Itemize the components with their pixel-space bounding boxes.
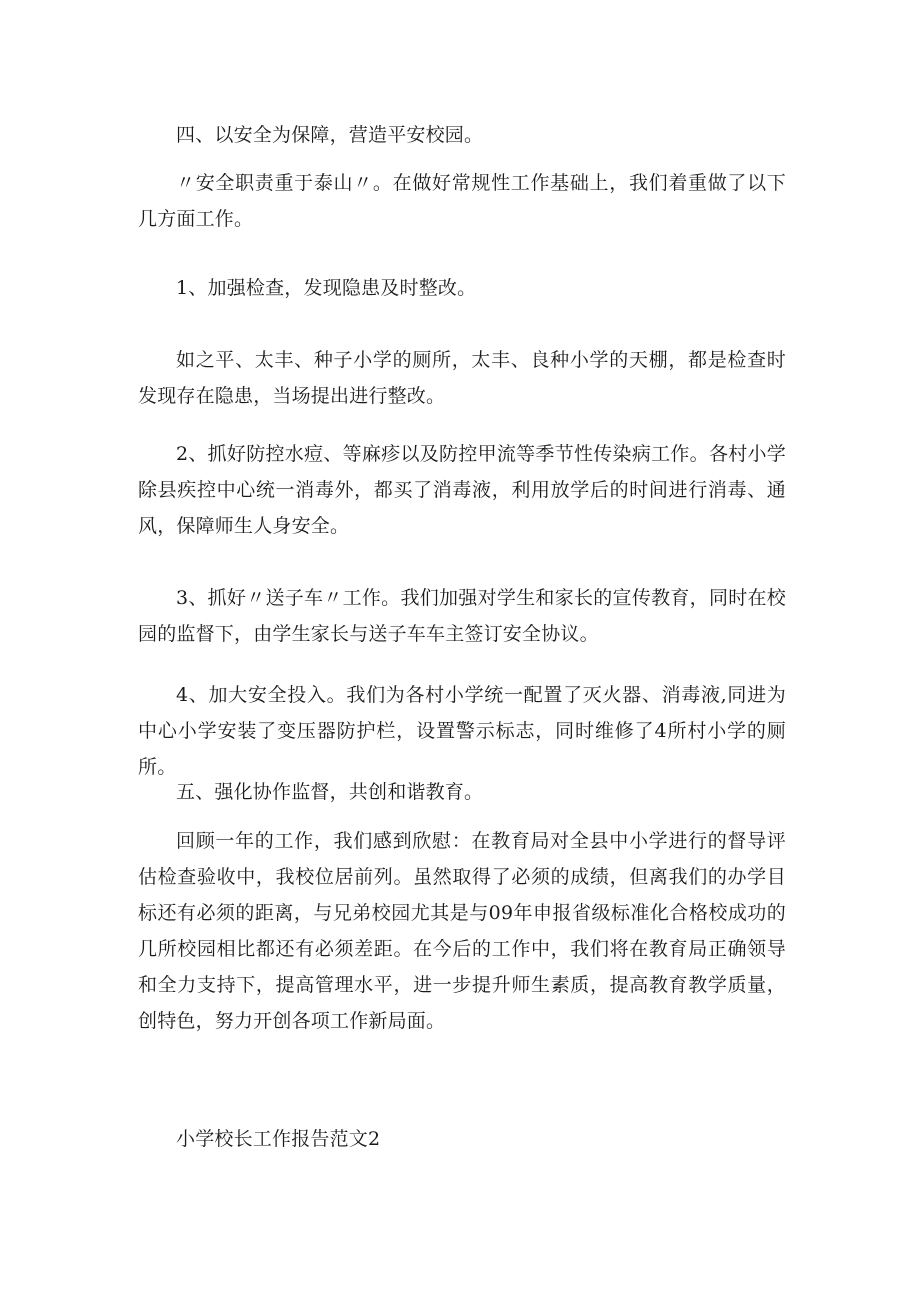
section-heading-safety: 四、以安全为保障，营造平安校园。 (176, 124, 484, 146)
item-paragraph-2: 2、抓好防控水痘、等麻疹以及防控甲流等季节性传染病工作。各村小学除县疾控中心统一消毒外，都买了消毒液，利用放学后的时间进行消毒、通风，保障师生人身安全。 (138, 443, 786, 537)
paragraph-safety-intro: 〃安全职责重于泰山〃。在做好常规性工作基础上，我们着重做了以下几方面工作。 (138, 172, 786, 230)
section-heading-cooperation: 五、强化协作监督，共创和谐教育。 (176, 781, 484, 803)
paragraph-review: 回顾一年的工作，我们感到欣慰：在教育局对全县中小学进行的督导评估检查验收中，我校位居前列。虽然取得了必须的成绩，但离我们的办学目标还有必须的距离，与兄弟校园尤其是与09年申报省级标准化合格校成功的几所校园相比都还有必须差距。在今后的工作中，我们将在教育局正确领导和全力支持下，提高管理水平，进一步提升师生素质，提高教育教学质量，创特色，努力开创各项工作新局面。 (138, 830, 786, 1032)
item-paragraph-3: 3、抓好〃送子车〃工作。我们加强对学生和家长的宣传教育，同时在校园的监督下，由学生家长与送子车车主签订安全协议。 (138, 587, 786, 645)
document-subtitle: 小学校长工作报告范文2 (176, 1128, 381, 1150)
item-paragraph-4: 4、加大安全投入。我们为各村小学统一配置了灭火器、消毒液,同进为中心小学安装了变压器防护栏，设置警示标志，同时维修了4所村小学的厕所。 (138, 684, 786, 778)
paragraph-inspection: 如之平、太丰、种子小学的厕所，太丰、良种小学的天棚，都是检查时发现存在隐患，当场提出进行整改。 (138, 349, 786, 407)
item-heading-1: 1、加强检查，发现隐患及时整改。 (176, 277, 477, 299)
